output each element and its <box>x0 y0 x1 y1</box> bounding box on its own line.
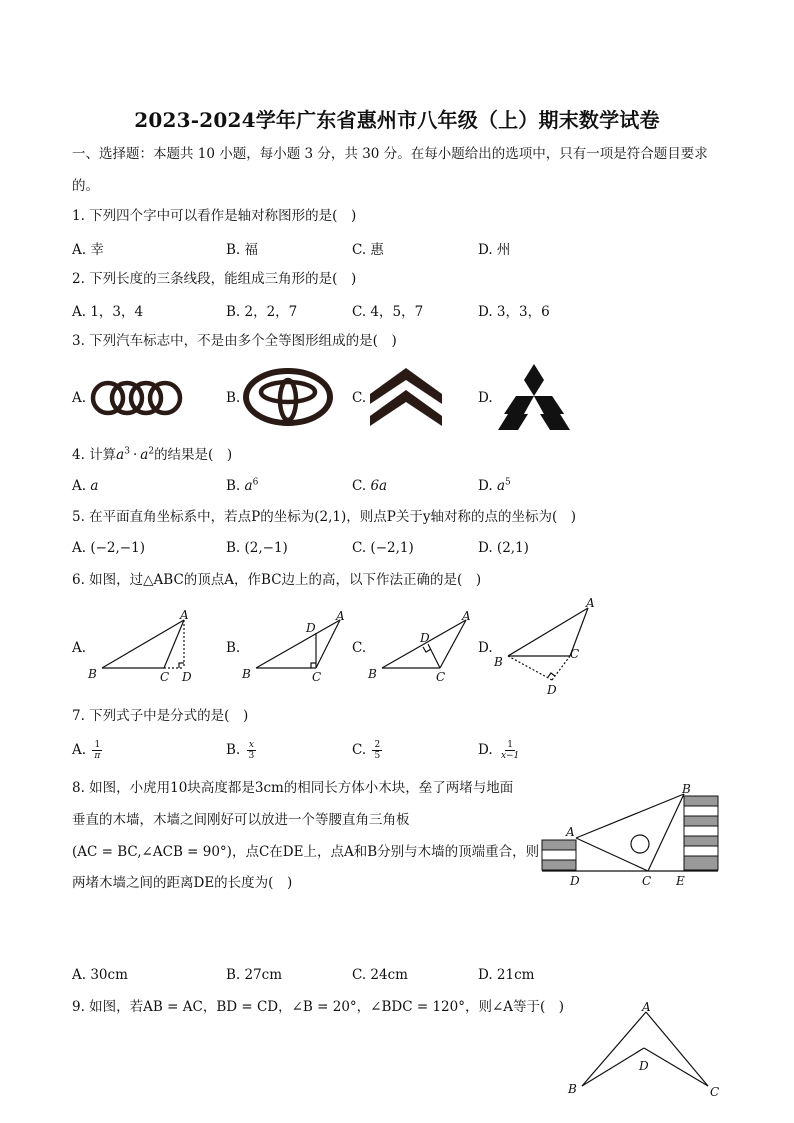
q8-line2: 垂直的木墙，木墙之间刚好可以放进一个等腰直角三角板 <box>72 812 410 828</box>
q4-option-a-label: A. <box>72 478 87 494</box>
toyota-logo-image <box>242 368 334 426</box>
q7-c-den: 5 <box>374 751 381 761</box>
q6b-label-d: D <box>306 621 316 635</box>
q6-stem: 6. 如图，过△ABC的顶点A，作BC边上的高，以下作法正确的是( ) <box>72 572 482 588</box>
q4-var-a2: a <box>140 447 149 463</box>
q6-option-d: D. <box>478 640 493 656</box>
q6-figure-b <box>238 608 358 688</box>
q1-option-c: C. 惠 <box>352 242 384 258</box>
q4-option-d-exp: 5 <box>505 477 511 488</box>
q7-option-d <box>478 740 521 761</box>
q7-option-b <box>226 740 256 761</box>
section-instruction-line1: 一、选择题：本题共 10 小题，每小题 3 分，共 30 分。在每小题给出的选项中，只有一项是符合题目要求 <box>72 146 708 162</box>
q7-c-num: 2 <box>374 740 381 750</box>
q1-option-d: D. 州 <box>478 242 511 258</box>
q4-var-a1: a <box>116 447 125 463</box>
citroen-logo-image <box>366 364 446 428</box>
q4-option-b-exp: 6 <box>252 477 259 488</box>
q6a-label-d: D <box>182 670 192 684</box>
q1-option-a: A. 幸 <box>72 242 104 258</box>
q6-option-b: B. <box>226 640 241 656</box>
q6c-label-d: D <box>420 631 430 645</box>
q9-label-c: C <box>710 1085 720 1099</box>
q4-option-d-label: D. <box>478 478 493 494</box>
q8-figure <box>536 780 726 892</box>
q8-option-b: B. 27cm <box>226 967 283 983</box>
q9-label-d: D <box>639 1059 649 1073</box>
q6c-label-c: C <box>436 670 446 684</box>
q4-exp2: 2 <box>148 446 155 457</box>
q3-option-c: C. <box>352 390 367 406</box>
q9-stem: 9. 如图，若AB = AC，BD = CD，∠B = 20°，∠BDC = 120°，则∠A等于( ) <box>72 999 565 1015</box>
q7-option-a-label: A. <box>72 742 87 758</box>
mitsubishi-logo-image <box>494 362 574 432</box>
q7-option-d-fraction <box>499 740 521 761</box>
q9-label-a: A <box>642 1000 651 1014</box>
q4-option-d <box>478 478 511 494</box>
audi-logo-image <box>88 378 184 418</box>
q3-option-b: B. <box>226 390 241 406</box>
q8-option-d: D. 21cm <box>478 967 535 983</box>
q7-option-a-fraction <box>92 740 102 761</box>
q4-option-b-base: a <box>244 478 253 494</box>
q6b-label-c: C <box>312 670 322 684</box>
q6-figure-a <box>84 608 204 688</box>
q2-option-c: C. 4，5，7 <box>352 304 424 320</box>
q8-label-b: B <box>682 782 691 796</box>
q4-stem <box>72 446 232 464</box>
q6c-label-a: A <box>462 609 471 623</box>
section-instruction-line2: 的。 <box>72 178 99 194</box>
q1-option-b: B. 福 <box>226 242 259 258</box>
q7-option-d-label: D. <box>478 742 493 758</box>
q2-option-d: D. 3，3，6 <box>478 304 550 320</box>
q7-d-den: x−1 <box>500 751 520 761</box>
q6b-label-b: B <box>242 667 251 681</box>
q6d-label-d: D <box>547 683 557 697</box>
q8-line3: (AC = BC,∠ACB = 90°)，点C在DE上，点A和B分别与木墙的顶端重合，则 <box>72 844 540 860</box>
q8-label-d: D <box>570 874 580 888</box>
q7-a-num: 1 <box>94 740 101 750</box>
q3-option-a: A. <box>72 390 87 406</box>
page-title: 2023-2024学年广东省惠州市八年级（上）期末数学试卷 <box>134 108 660 132</box>
q4-option-a <box>72 478 98 494</box>
q6a-label-c: C <box>160 670 170 684</box>
q5-stem: 5. 在平面直角坐标系中，若点P的坐标为(2,1)，则点P关于y轴对称的点的坐标为( ) <box>72 509 577 525</box>
q8-option-c: C. 24cm <box>352 967 408 983</box>
q6c-label-b: B <box>368 667 377 681</box>
q7-option-c-fraction <box>372 740 382 761</box>
q4-option-c <box>352 478 387 494</box>
q6d-label-a: A <box>586 596 595 610</box>
q4-dot: · <box>132 447 138 463</box>
q3-option-d: D. <box>478 390 493 406</box>
q1-stem: 1. 下列四个字中可以看作是轴对称图形的是( ) <box>72 208 357 224</box>
q7-d-num: 1 <box>507 740 513 750</box>
q8-label-e: E <box>676 874 685 888</box>
q5-option-c: C. (−2,1) <box>352 540 414 556</box>
q4-option-b-label: B. <box>226 478 241 494</box>
q5-option-a: A. (−2,−1) <box>72 540 145 556</box>
q2-option-a: A. 1，3，4 <box>72 304 144 320</box>
q7-option-b-fraction <box>247 740 257 761</box>
q7-b-num: x <box>248 740 254 750</box>
q6a-label-a: A <box>180 608 189 622</box>
q7-option-c-label: C. <box>352 742 367 758</box>
q8-label-a: A <box>566 825 575 839</box>
q7-a-den: π <box>94 751 101 761</box>
q9-label-b: B <box>568 1082 577 1096</box>
q6a-label-b: B <box>88 667 97 681</box>
q8-label-c: C <box>642 874 652 888</box>
q7-stem: 7. 下列式子中是分式的是( ) <box>72 708 249 724</box>
q5-option-b: B. (2,−1) <box>226 540 288 556</box>
q4-stem-pre: 4. 计算 <box>72 447 117 463</box>
q6-figure-d <box>490 594 610 700</box>
q7-b-den: 3 <box>248 751 255 761</box>
q6d-label-c: C <box>570 647 580 661</box>
q5-option-d: D. (2,1) <box>478 540 529 556</box>
q8-line4: 两堵木墙之间的距离DE的长度为( ) <box>72 875 293 891</box>
q4-option-a-value: a <box>90 478 99 494</box>
q7-option-a <box>72 740 102 761</box>
q8-option-a: A. 30cm <box>72 967 128 983</box>
q7-option-c <box>352 740 382 761</box>
q7-option-b-label: B. <box>226 742 241 758</box>
q4-exp1: 3 <box>124 446 130 457</box>
q4-option-b <box>226 478 258 494</box>
q2-stem: 2. 下列长度的三条线段，能组成三角形的是( ) <box>72 271 357 287</box>
q8-line1: 8. 如图，小虎用10块高度都是3cm的相同长方体小木块，垒了两堵与地面 <box>72 780 514 796</box>
q3-stem: 3. 下列汽车标志中，不是由多个全等图形组成的是( ) <box>72 333 397 349</box>
q6d-label-b: B <box>494 655 503 669</box>
q4-option-c-label: C. <box>352 478 367 494</box>
q6-figure-c <box>366 608 486 688</box>
q2-option-b: B. 2，2，7 <box>226 304 298 320</box>
q4-option-d-base: a <box>496 478 505 494</box>
q6b-label-a: A <box>336 609 345 623</box>
q6-option-a: A. <box>72 640 87 656</box>
q4-option-c-value: 6a <box>370 478 388 494</box>
q4-stem-post: 的结果是( ) <box>154 447 233 463</box>
q9-figure <box>562 996 732 1104</box>
q6-option-c: C. <box>352 640 367 656</box>
